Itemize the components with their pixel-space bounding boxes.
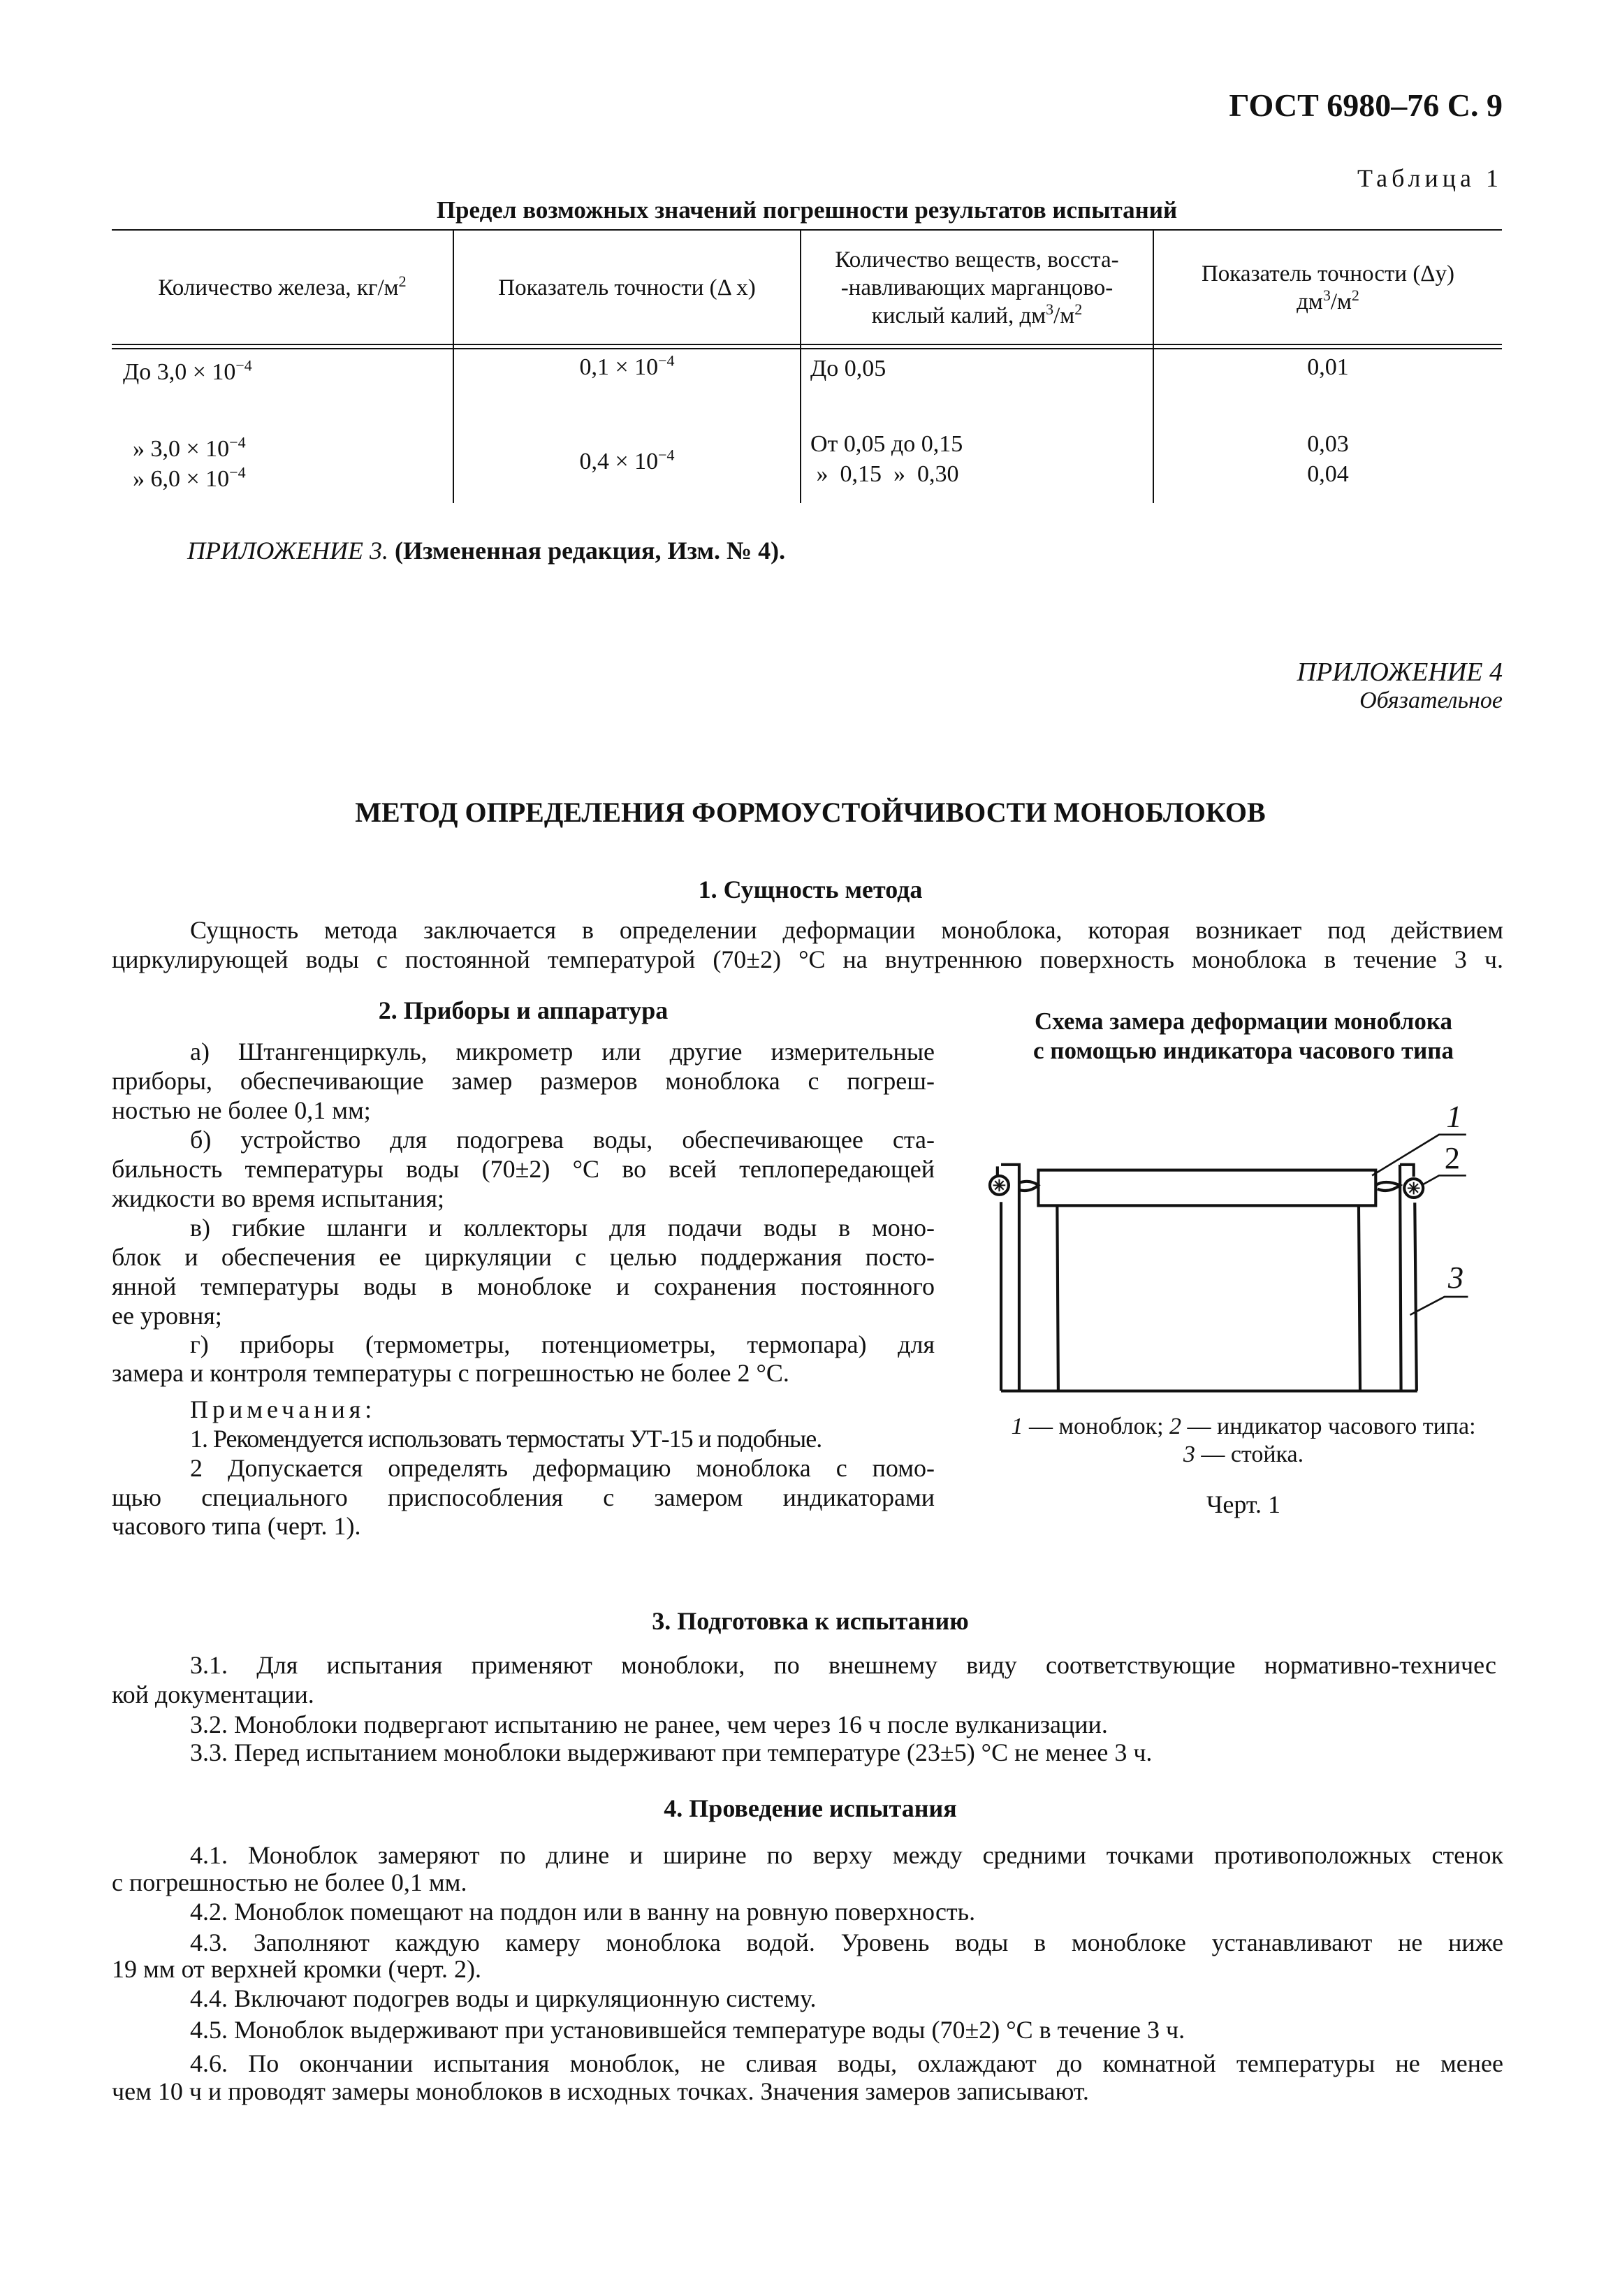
callout-3: 3 [1447,1260,1464,1295]
notes-label: Примечания: [190,1395,377,1423]
left-stand [998,1165,1019,1391]
paragraph-line: 4.5. Моноблок выдерживают при установившейся температуре воды (70±2) °С в течение 3 ч. [190,2016,1185,2044]
paragraph-line: 4.4. Включают подогрев воды и циркуляционную систему. [190,1984,817,2012]
cell-iron: До $3,0 \times 10^{-4}$ [123,356,252,385]
paragraph-line: б) устройство для подогрева воды, обеспечивающее ста- [190,1126,935,1154]
table-header-rule-2 [112,348,1502,349]
appendix3-note: ПРИЛОЖЕНИЕ 3. (Измененная редакция, Изм. № 4). [187,537,786,565]
paragraph-line: Сущность метода заключается в определении деформации моноблока, которая возникает под действием [190,916,1503,944]
paragraph-line: замера и контроля температуры с погрешностью не более 2 °С. [112,1359,789,1387]
paragraph-line: 4.3. Заполняют каждую камеру моноблока водой. Уровень воды в моноблоке устанавливают не ниже [190,1928,1503,1956]
callout-2: 2 [1444,1140,1461,1176]
figure-caption: с помощью индикатора часового типа [1033,1037,1454,1064]
note-line: часового типа (черт. 1). [112,1512,361,1540]
paragraph-line: приборы, обеспечивающие замер размеров моноблока с погреш- [112,1067,935,1095]
section4-heading: 4. Проведение испытания [664,1794,957,1822]
paragraph-line: чем 10 ч и проводят замеры моноблоков в исходных точках. Значения замеров записывают. [112,2077,1089,2105]
paragraph-line: 4.6. По окончании испытания моноблок, не сливая воды, охлаждают до комнатной температуры не менее [190,2049,1503,2077]
monoblock-rim [1038,1170,1375,1206]
paragraph-line: 3.1. Для испытания применяют моноблоки, по внешнему виду соответствующие нормативно-техничес [190,1651,1496,1679]
cell-iron: » $3,0 \times 10^{-4}$ [133,433,246,462]
cell-substances: От 0,05 до 0,15 [810,431,963,457]
note-line: 1. Рекомендуется использовать термостаты УТ-15 и подобные. [190,1425,822,1453]
column-header-substances: Количество веществ, восста- -навливающих марганцово- кислый калий, $дм^3/м^2$ [835,247,1119,328]
column-header-accuracy-dx: Показатель точности (Δ x) [498,275,756,300]
cell-substances: До 0,05 [810,356,886,382]
page-title: МЕТОД ОПРЕДЕЛЕНИЯ ФОРМОУСТОЙЧИВОСТИ МОНОБЛОКОВ [355,797,1266,828]
paragraph-line: 4.1. Моноблок замеряют по длине и ширине по верху между средними точками противоположных стенок [190,1841,1503,1869]
cell-dy: 0,01 [1307,354,1349,380]
section3-heading: 3. Подготовка к испытанию [652,1607,969,1635]
paragraph-line: янной температуры воды в моноблоке и сохранения постоянного [112,1272,935,1300]
monoblock-body [1057,1205,1360,1390]
figure-legend: 3 — стойка. [1183,1441,1304,1467]
callout-leader-2 [1423,1175,1466,1184]
table-label: Таблица 1 [1357,164,1503,192]
column-header-accuracy-dy: Показатель точности (Δy) $дм^3/м^2$ [1201,261,1455,314]
paragraph-line: ее уровня; [112,1302,222,1330]
paragraph-line: циркулирующей воды с постоянной температурой (70±2) °С на внутреннюю поверхность моноблока в течение 3 ч. [112,945,1503,973]
section1-heading: 1. Сущность метода [698,875,923,903]
table-header-rule [112,344,1502,345]
paragraph-line: а) Штангенциркуль, микрометр или другие измерительные [190,1038,935,1066]
paragraph-line: 19 мм от верхней кромки (черт. 2). [112,1955,482,1983]
cell-dy: 0,04 [1307,461,1349,487]
appendix4-label: ПРИЛОЖЕНИЕ 4 [1297,657,1503,687]
paragraph-line: кой документации. [112,1680,314,1708]
table-top-rule [112,229,1502,231]
left-indicator-tip [1019,1182,1038,1191]
cell-dx: $0,4 \times 10^{-4}$ [579,446,675,474]
paragraph-line: блок и обеспечения ее циркуляции с целью поддержания посто- [112,1243,935,1271]
document-reference: ГОСТ 6980–76 С. 9 [1229,87,1503,123]
cell-substances: » 0,15 » 0,30 [810,461,959,487]
paragraph-line: в) гибкие шланги и коллекторы для подачи воды в моно- [190,1214,935,1242]
note-line: 2 Допускается определять деформацию моноблока с помо- [190,1454,935,1482]
table-title: Предел возможных значений погрешности результатов испытаний [436,196,1178,224]
cell-dy: 0,03 [1307,431,1349,457]
column-header-iron: Количество железа, $кг/м^2$ [158,273,407,300]
paragraph-line: ностью не более 0,1 мм; [112,1096,371,1124]
paragraph-line: 3.3. Перед испытанием моноблоки выдерживают при температуре (23±5) °С не менее 3 ч. [190,1738,1153,1766]
paragraph-line: 4.2. Моноблок помещают на поддон или в ванну на ровную поверхность. [190,1898,976,1926]
paragraph-line: с погрешностью не более 0,1 мм. [112,1868,467,1896]
figure-caption: Схема замера деформации моноблока [1034,1008,1453,1035]
appendix4-status: Обязательное [1359,688,1503,713]
cell-dx: $0,1 \times 10^{-4}$ [579,351,675,380]
note-line: щью специального приспособления с замером индикаторами [112,1483,935,1511]
paragraph-line: бильность температуры воды (70±2) °С во всей теплопередающей [112,1155,935,1183]
callout-leader-3 [1410,1297,1468,1315]
figure-label: Черт. 1 [1206,1490,1280,1518]
paragraph-line: жидкости во время испытания; [112,1184,444,1212]
paragraph-line: г) приборы (термометры, потенциометры, термопара) для [190,1330,935,1358]
right-indicator-tip [1375,1182,1400,1191]
section2-heading: 2. Приборы и аппаратура [378,996,669,1024]
figure-legend: 1 — моноблок; 2 — индикатор часового типа: [1011,1414,1476,1439]
cell-iron: » $6,0 \times 10^{-4}$ [133,463,246,492]
callout-1: 1 [1446,1098,1462,1134]
paragraph-line: 3.2. Моноблоки подвергают испытанию не ранее, чем через 16 ч после вулканизации. [190,1710,1108,1738]
